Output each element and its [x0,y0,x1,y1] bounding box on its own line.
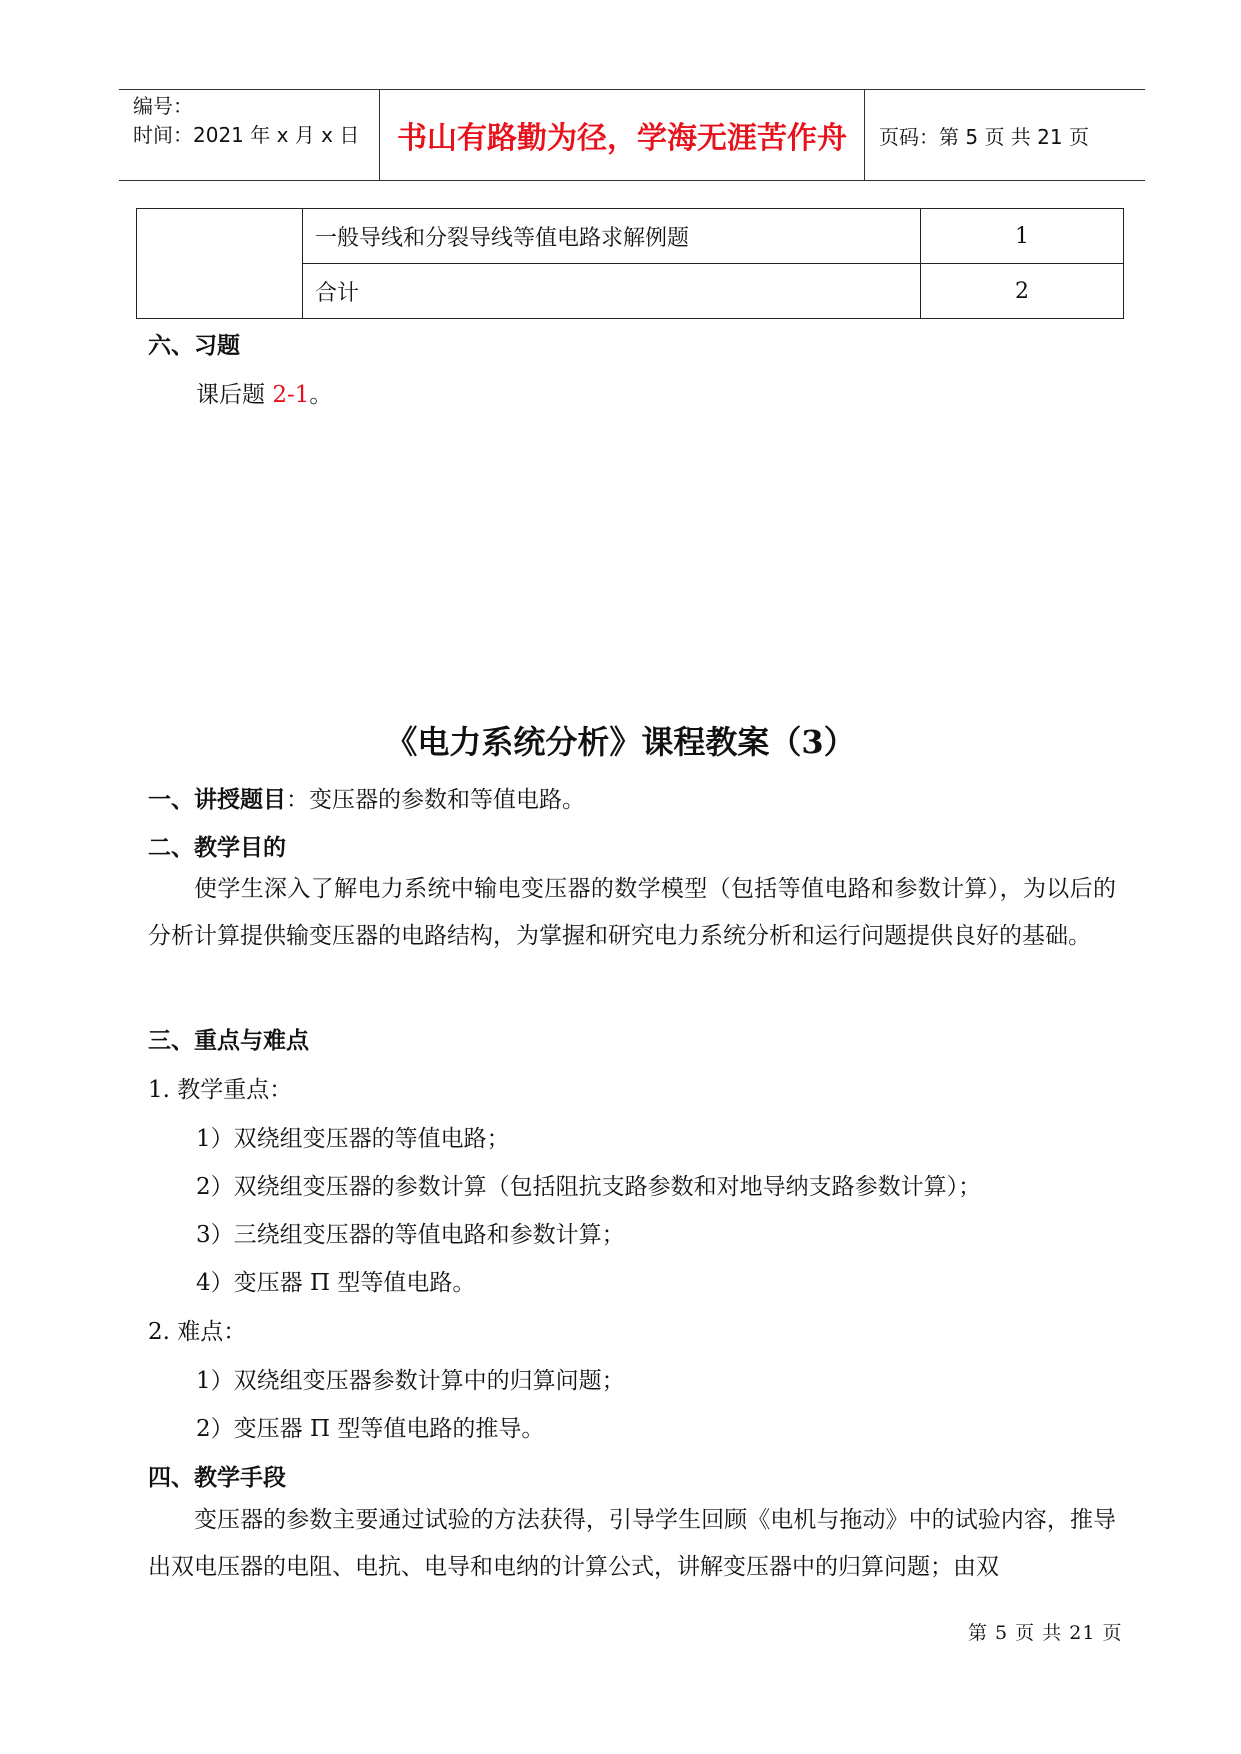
lesson-title: 《电力系统分析》课程教案（3） [385,723,856,761]
table-cell-hours: 1 [921,209,1124,264]
goal-paragraph: 使学生深入了解电力系统中输电变压器的数学模型（包括等值电路和参数计算），为以后的分析计算提供输变压器的电路结构，为掌握和研究电力系统分析和运行问题提供良好的基础。 [148,876,1116,949]
hard-item: 1）双绕组变压器参数计算中的归算问题； [196,1368,625,1394]
key-heading: 三、重点与难点 [148,1027,309,1054]
means-paragraph: 变压器的参数主要通过试验的方法获得，引导学生回顾《电机与拖动》中的试验内容，推导出双电压器的电阻、电抗、电导和电纳的计算公式，讲解变压器中的归算问题；由双 [148,1507,1116,1580]
topic-text: ：变压器的参数和等值电路。 [286,787,585,813]
key-item: 2）双绕组变压器的参数计算（包括阻抗支路参数和对地导纳支路参数计算）； [196,1174,982,1200]
header-motto: 书山有路勤为径，学海无涯苦作舟 [379,90,865,180]
page-footer: 第 5 页 共 21 页 [968,1622,1123,1644]
key-item: 3）三绕组变压器的等值电路和参数计算； [196,1222,625,1248]
hard-label: 2. 难点： [148,1319,247,1345]
header-page-info: 页码：第 5 页 共 21 页 [879,124,1089,149]
means-heading: 四、教学手段 [148,1464,286,1491]
table-blank-cell [137,209,303,319]
exercises-prefix: 课后题 [196,382,273,408]
number-label: 编号： [133,94,193,118]
key-item: 1）双绕组变压器的等值电路； [196,1126,510,1152]
table-row [137,209,1124,264]
schedule-table [136,208,1124,319]
topic-line [148,781,585,814]
exercises-text [196,376,332,409]
exercise-ref: 2-1 [272,382,310,408]
table-cell-hours: 2 [921,264,1124,319]
time-label: 时间：2021 年 x 月 x 日 [133,123,360,147]
table-cell-content: 合计 [303,264,921,319]
exercises-heading: 六、习题 [148,332,240,359]
header-meta [119,90,379,180]
hard-item: 2）变压器 Π 型等值电路的推导。 [196,1416,545,1442]
key-item: 4）变压器 Π 型等值电路。 [196,1270,476,1296]
page-header [119,89,1145,181]
goal-heading: 二、教学目的 [148,834,286,861]
exercises-suffix: 。 [309,382,333,408]
topic-heading: 一、讲授题目 [148,786,286,813]
table-cell-content: 一般导线和分裂导线等值电路求解例题 [303,209,921,264]
key-label: 1. 教学重点： [148,1077,293,1103]
